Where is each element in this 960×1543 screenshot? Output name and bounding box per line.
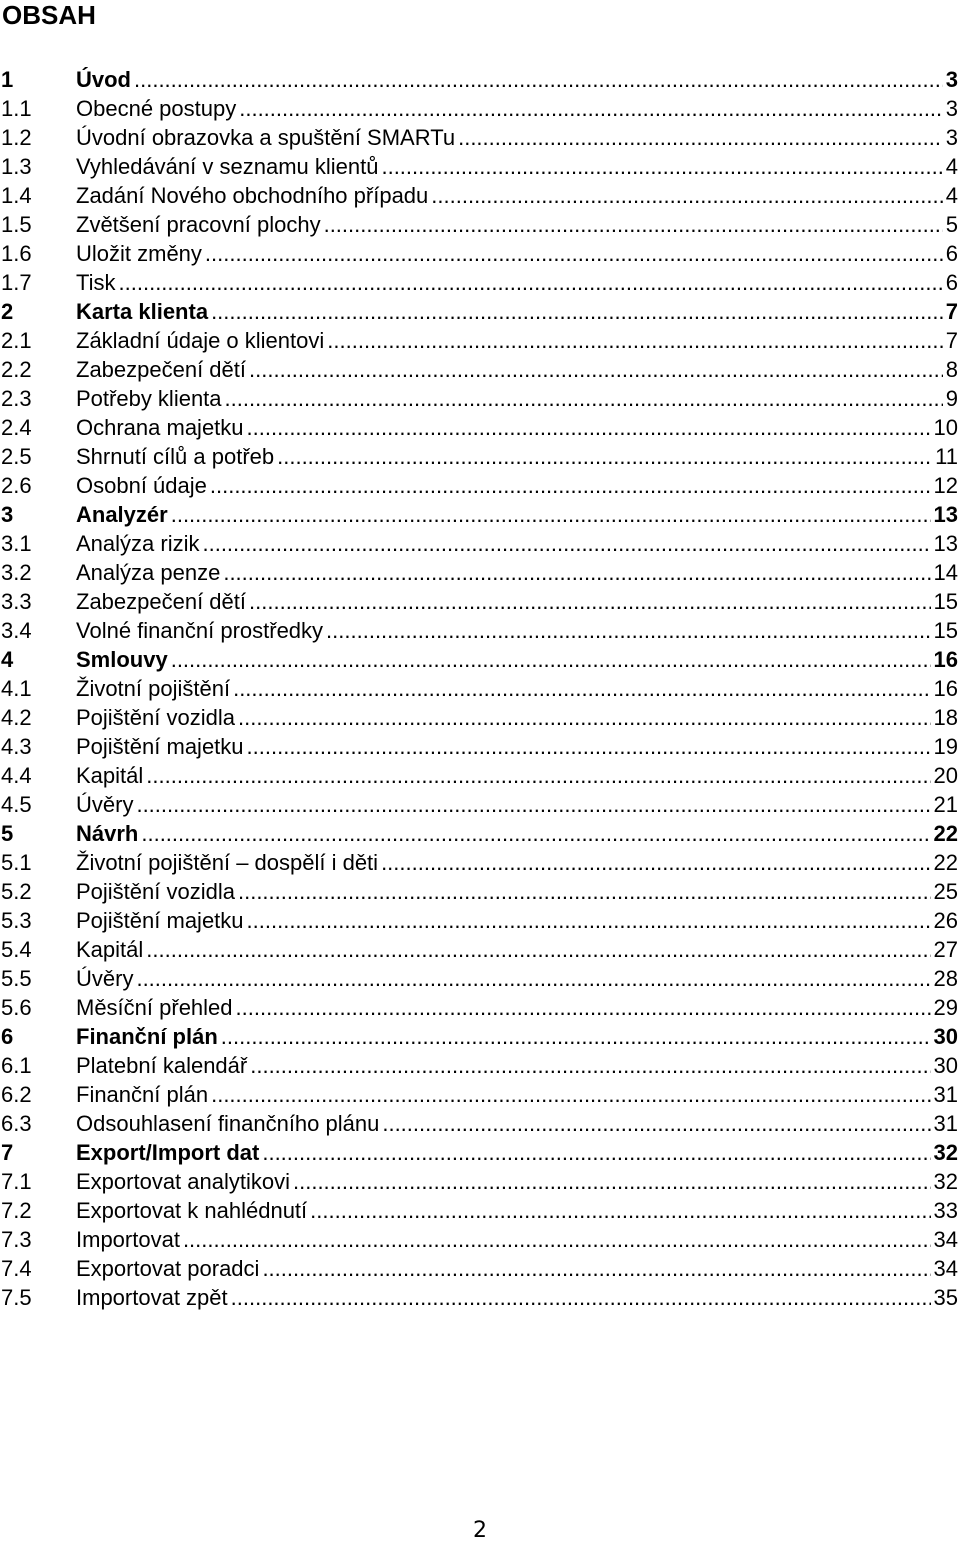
toc-section-entry[interactable] (0, 268, 960, 297)
toc-entry-title: Kapitál (76, 763, 144, 788)
toc-entry-page: 3 (945, 67, 958, 92)
toc-entry-page: 6 (945, 270, 958, 295)
toc-entry-number: 5.5 (1, 966, 32, 991)
toc-entry-number: 6.1 (1, 1053, 32, 1078)
toc-section-entry[interactable] (0, 1167, 960, 1196)
toc-entry-page: 32 (933, 1169, 958, 1194)
toc-entry-number: 7 (1, 1140, 14, 1165)
toc-entry-page: 28 (933, 966, 958, 991)
toc-entry-page: 32 (933, 1140, 958, 1165)
toc-dot-leader (141, 819, 930, 848)
toc-entry-number: 4.3 (1, 734, 32, 759)
toc-dot-leader (262, 1138, 930, 1167)
toc-entry-page: 15 (933, 618, 958, 643)
toc-entry-page: 16 (933, 676, 958, 701)
toc-entry-title: Smlouvy (76, 647, 168, 672)
toc-dot-leader (211, 1080, 930, 1109)
toc-entry-title: Karta klienta (76, 299, 209, 324)
toc-section-entry[interactable] (0, 732, 960, 761)
toc-entry-number: 5 (1, 821, 14, 846)
toc-entry-title: Platební kalendář (76, 1053, 248, 1078)
toc-entry-title: Pojištění majetku (76, 734, 244, 759)
toc-entry-page: 25 (933, 879, 958, 904)
toc-entry-page: 6 (945, 241, 958, 266)
toc-entry-number: 6.3 (1, 1111, 32, 1136)
toc-entry-page: 11 (935, 444, 958, 469)
toc-section-entry[interactable] (0, 703, 960, 732)
toc-dot-leader (249, 587, 931, 616)
toc-entry-title: Exportovat k nahlédnutí (76, 1198, 308, 1223)
toc-entry-page: 22 (933, 850, 958, 875)
toc-section-entry[interactable] (0, 935, 960, 964)
toc-chapter-entry[interactable] (0, 297, 960, 326)
toc-entry-number: 3.2 (1, 560, 32, 585)
toc-entry-title: Návrh (76, 821, 139, 846)
toc-section-entry[interactable] (0, 442, 960, 471)
toc-dot-leader (202, 529, 930, 558)
toc-entry-page: 15 (933, 589, 958, 614)
toc-dot-leader (119, 268, 943, 297)
toc-dot-leader (431, 181, 942, 210)
toc-chapter-entry[interactable] (0, 65, 960, 94)
toc-entry-number: 1.2 (1, 125, 32, 150)
toc-entry-title: Vyhledávání v seznamu klientů (76, 154, 379, 179)
toc-entry-number: 1.5 (1, 212, 32, 237)
toc-dot-leader (327, 326, 942, 355)
toc-section-entry[interactable] (0, 1109, 960, 1138)
toc-entry-page: 5 (945, 212, 958, 237)
toc-dot-leader (221, 1022, 931, 1051)
toc-entry-number: 4.2 (1, 705, 32, 730)
toc-dot-leader (136, 964, 930, 993)
toc-section-entry[interactable] (0, 674, 960, 703)
toc-section-entry[interactable] (0, 1051, 960, 1080)
toc-dot-leader (236, 993, 931, 1022)
toc-entry-page: 35 (933, 1285, 958, 1310)
toc-section-entry[interactable] (0, 993, 960, 1022)
toc-entry-number: 2.4 (1, 415, 32, 440)
toc-entry-title: Základní údaje o klientovi (76, 328, 325, 353)
toc-section-entry[interactable] (0, 210, 960, 239)
toc-entry-page: 27 (933, 937, 958, 962)
toc-entry-number: 5.6 (1, 995, 32, 1020)
toc-entry-number: 4.4 (1, 763, 32, 788)
toc-entry-title: Exportovat analytikovi (76, 1169, 290, 1194)
toc-entry-title: Export/Import dat (76, 1140, 260, 1165)
toc-chapter-entry[interactable] (0, 1022, 960, 1051)
toc-entry-number: 7.2 (1, 1198, 32, 1223)
toc-entry-page: 3 (945, 96, 958, 121)
toc-section-entry[interactable] (0, 1196, 960, 1225)
toc-entry-title: Kapitál (76, 937, 144, 962)
toc-entry-number: 1.1 (1, 96, 32, 121)
toc-entry-number: 1.4 (1, 183, 32, 208)
toc-dot-leader (223, 558, 930, 587)
toc-entry-number: 5.1 (1, 850, 32, 875)
toc-dot-leader (293, 1167, 931, 1196)
toc-section-entry[interactable] (0, 1080, 960, 1109)
toc-entry-title: Uložit změny (76, 241, 202, 266)
toc-section-entry[interactable] (0, 1283, 960, 1312)
toc-entry-number: 1 (1, 67, 14, 92)
toc-dot-leader (238, 703, 931, 732)
toc-dot-leader (211, 297, 943, 326)
toc-dot-leader (381, 848, 930, 877)
toc-section-entry[interactable] (0, 616, 960, 645)
toc-entry-number: 3.4 (1, 618, 32, 643)
toc-section-entry[interactable] (0, 181, 960, 210)
toc-entry-number: 2.3 (1, 386, 32, 411)
toc-entry-page: 31 (933, 1082, 958, 1107)
toc-dot-leader (238, 877, 931, 906)
toc-section-entry[interactable] (0, 877, 960, 906)
toc-dot-leader (310, 1196, 930, 1225)
toc-entry-number: 2.5 (1, 444, 32, 469)
toc-section-entry[interactable] (0, 355, 960, 384)
toc-chapter-entry[interactable] (0, 819, 960, 848)
toc-entry-title: Obecné postupy (76, 96, 237, 121)
toc-entry-title: Úvěry (76, 792, 134, 817)
toc-entry-number: 7.4 (1, 1256, 32, 1281)
toc-dot-leader (381, 152, 942, 181)
toc-entry-page: 14 (933, 560, 958, 585)
toc-entry-page: 33 (933, 1198, 958, 1223)
toc-entry-number: 3.3 (1, 589, 32, 614)
toc-entry-number: 3 (1, 502, 14, 527)
toc-dot-leader (205, 239, 943, 268)
toc-section-entry[interactable] (0, 529, 960, 558)
toc-entry-number: 2.2 (1, 357, 32, 382)
toc-entry-title: Životní pojištění (76, 676, 231, 701)
toc-entry-page: 16 (933, 647, 958, 672)
toc-section-entry[interactable] (0, 558, 960, 587)
page-title: OBSAH (2, 0, 96, 30)
toc-section-entry[interactable] (0, 123, 960, 152)
toc-section-entry[interactable] (0, 964, 960, 993)
toc-entry-title: Odsouhlasení finančního plánu (76, 1111, 380, 1136)
toc-entry-number: 2.6 (1, 473, 32, 498)
toc-dot-leader (250, 1051, 930, 1080)
toc-entry-number: 7.3 (1, 1227, 32, 1252)
toc-entry-title: Analýza penze (76, 560, 221, 585)
toc-dot-leader (247, 732, 931, 761)
toc-entry-title: Volné finanční prostředky (76, 618, 324, 643)
page-number: 2 (473, 1518, 487, 1543)
toc-entry-number: 7.1 (1, 1169, 32, 1194)
toc-dot-leader (146, 761, 930, 790)
toc-entry-page: 31 (933, 1111, 958, 1136)
toc-entry-page: 22 (933, 821, 958, 846)
toc-entry-number: 5.4 (1, 937, 32, 962)
toc-section-entry[interactable] (0, 906, 960, 935)
toc-entry-title: Pojištění majetku (76, 908, 244, 933)
toc-entry-title: Zabezpečení dětí (76, 357, 247, 382)
toc-entry-page: 7 (945, 328, 958, 353)
toc-chapter-entry[interactable] (0, 645, 960, 674)
toc-entry-page: 34 (933, 1256, 958, 1281)
toc-entry-page: 4 (945, 154, 958, 179)
toc-entry-page: 13 (933, 531, 958, 556)
toc-dot-leader (262, 1254, 930, 1283)
toc-entry-page: 26 (933, 908, 958, 933)
toc-dot-leader (247, 413, 931, 442)
toc-dot-leader (233, 674, 930, 703)
toc-entry-page: 8 (945, 357, 958, 382)
toc-dot-leader (277, 442, 932, 471)
toc-entry-title: Zadání Nového obchodního případu (76, 183, 429, 208)
toc-dot-leader (247, 906, 931, 935)
toc-dot-leader (458, 123, 943, 152)
toc-entry-page: 30 (933, 1053, 958, 1078)
toc-section-entry[interactable] (0, 1254, 960, 1283)
toc-entry-page: 21 (933, 792, 958, 817)
toc-entry-title: Importovat zpět (76, 1285, 228, 1310)
toc-entry-page: 30 (933, 1024, 958, 1049)
toc-entry-title: Zabezpečení dětí (76, 589, 247, 614)
toc-entry-title: Životní pojištění – dospělí i děti (76, 850, 379, 875)
toc-section-entry[interactable] (0, 790, 960, 819)
toc-dot-leader (171, 500, 931, 529)
toc-section-entry[interactable] (0, 152, 960, 181)
toc-dot-leader (146, 935, 930, 964)
toc-chapter-entry[interactable] (0, 500, 960, 529)
toc-entry-title: Exportovat poradci (76, 1256, 260, 1281)
toc-entry-title: Potřeby klienta (76, 386, 222, 411)
toc-entry-page: 7 (945, 299, 958, 324)
toc-entry-number: 4 (1, 647, 14, 672)
toc-entry-number: 2 (1, 299, 14, 324)
toc-entry-number: 6 (1, 1024, 14, 1049)
toc-entry-title: Tisk (76, 270, 116, 295)
toc-entry-number: 4.1 (1, 676, 32, 701)
toc-entry-title: Finanční plán (76, 1082, 209, 1107)
table-of-contents (0, 65, 960, 1312)
toc-section-entry[interactable] (0, 471, 960, 500)
toc-entry-page: 10 (933, 415, 958, 440)
toc-section-entry[interactable] (0, 761, 960, 790)
toc-entry-title: Shrnutí cílů a potřeb (76, 444, 275, 469)
toc-entry-title: Úvěry (76, 966, 134, 991)
toc-entry-number: 4.5 (1, 792, 32, 817)
toc-entry-title: Úvod (76, 67, 131, 92)
toc-entry-number: 6.2 (1, 1082, 32, 1107)
toc-entry-page: 18 (933, 705, 958, 730)
toc-entry-title: Osobní údaje (76, 473, 207, 498)
toc-section-entry[interactable] (0, 384, 960, 413)
toc-chapter-entry[interactable] (0, 1138, 960, 1167)
toc-entry-number: 2.1 (1, 328, 32, 353)
toc-section-entry[interactable] (0, 326, 960, 355)
toc-section-entry[interactable] (0, 239, 960, 268)
toc-entry-number: 1.6 (1, 241, 32, 266)
toc-section-entry[interactable] (0, 848, 960, 877)
toc-dot-leader (225, 384, 943, 413)
toc-dot-leader (134, 65, 943, 94)
toc-entry-title: Importovat (76, 1227, 180, 1252)
toc-entry-title: Analyzér (76, 502, 168, 527)
toc-dot-leader (136, 790, 930, 819)
toc-entry-page: 4 (945, 183, 958, 208)
toc-section-entry[interactable] (0, 413, 960, 442)
toc-entry-title: Měsíční přehled (76, 995, 233, 1020)
toc-entry-page: 34 (933, 1227, 958, 1252)
toc-entry-page: 19 (933, 734, 958, 759)
toc-dot-leader (171, 645, 931, 674)
toc-section-entry[interactable] (0, 94, 960, 123)
toc-dot-leader (249, 355, 943, 384)
toc-entry-page: 3 (945, 125, 958, 150)
toc-dot-leader (231, 1283, 931, 1312)
toc-dot-leader (239, 94, 943, 123)
toc-entry-number: 1.3 (1, 154, 32, 179)
toc-section-entry[interactable] (0, 1225, 960, 1254)
toc-entry-title: Pojištění vozidla (76, 879, 235, 904)
toc-entry-page: 20 (933, 763, 958, 788)
toc-entry-number: 1.7 (1, 270, 32, 295)
toc-entry-page: 12 (933, 473, 958, 498)
toc-dot-leader (210, 471, 931, 500)
toc-entry-title: Ochrana majetku (76, 415, 244, 440)
toc-dot-leader (183, 1225, 931, 1254)
toc-entry-title: Úvodní obrazovka a spuštění SMARTu (76, 125, 456, 150)
toc-section-entry[interactable] (0, 587, 960, 616)
toc-dot-leader (382, 1109, 930, 1138)
toc-entry-title: Finanční plán (76, 1024, 218, 1049)
toc-entry-title: Analýza rizik (76, 531, 200, 556)
toc-entry-page: 9 (945, 386, 958, 411)
toc-dot-leader (324, 210, 943, 239)
toc-dot-leader (326, 616, 930, 645)
toc-entry-title: Zvětšení pracovní plochy (76, 212, 321, 237)
toc-entry-number: 3.1 (1, 531, 32, 556)
toc-entry-number: 5.3 (1, 908, 32, 933)
toc-entry-page: 29 (933, 995, 958, 1020)
toc-entry-page: 13 (933, 502, 958, 527)
toc-entry-title: Pojištění vozidla (76, 705, 235, 730)
toc-entry-number: 7.5 (1, 1285, 32, 1310)
toc-entry-number: 5.2 (1, 879, 32, 904)
